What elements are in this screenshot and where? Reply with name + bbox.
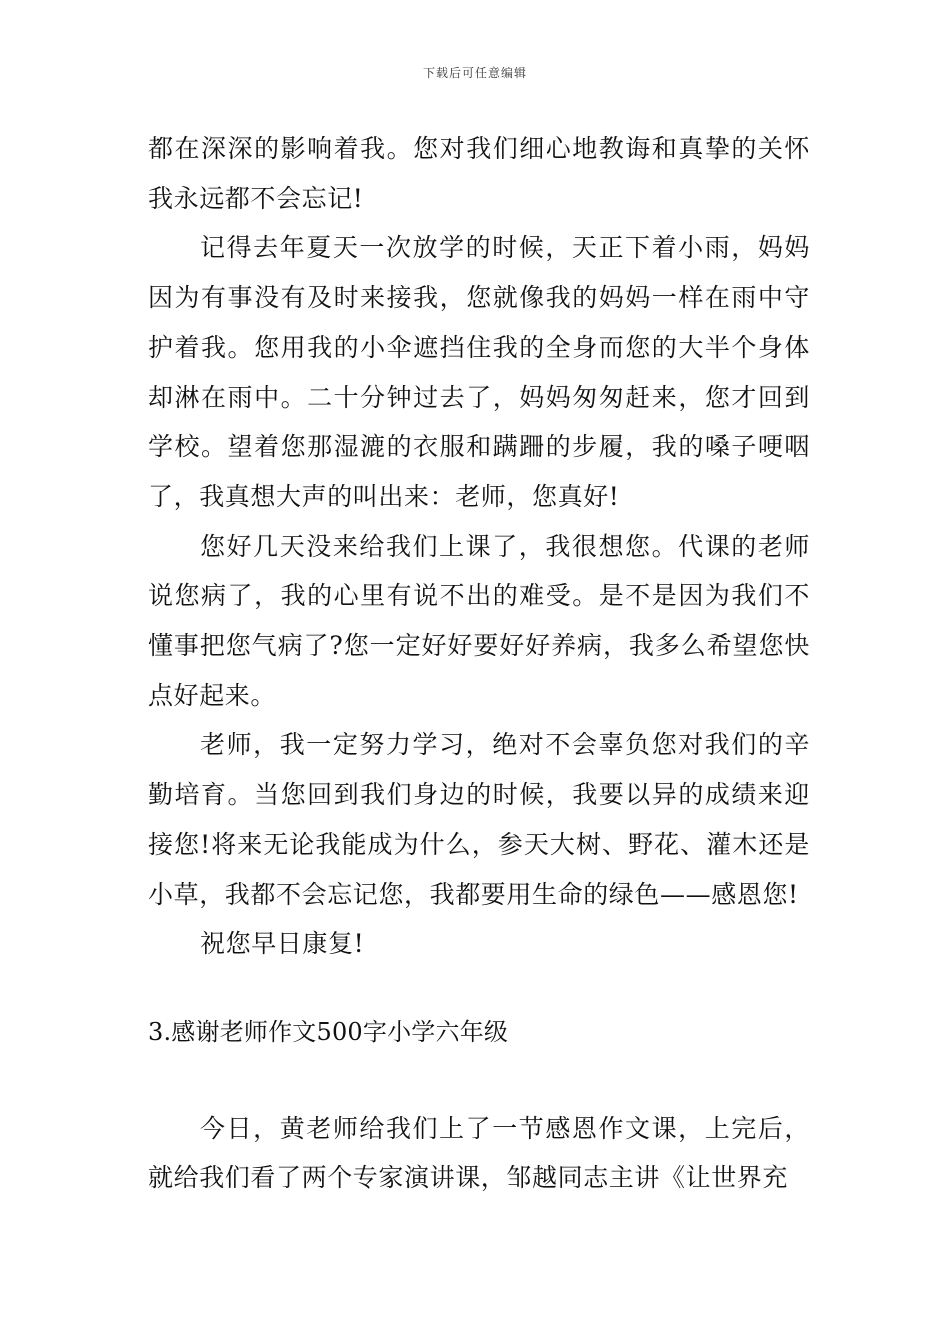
paragraph-wish: 祝您早日康复! [200,929,365,959]
header-note: 下载后可任意编辑 [422,66,527,80]
paragraph-rainy-day: 记得去年夏天一次放学的时候，天正下着小雨，妈妈因为有事没有及时来接我，您就像我的妈妈一样在雨中守护着我。您用我的小伞遮挡住我的全身而您的大半个身体却淋在雨中。二十分钟过去了，妈妈匆匆赶来，您才回到学校。望着您那湿漉的衣服和蹒跚的步履，我的嗓子哽咽了，我真想大声的叫出来：老师，您真好! [148,233,810,511]
section-heading: 3.感谢老师作文500字小学六年级 [148,1017,509,1046]
paragraph-essay-start: 今日，黄老师给我们上了一节感恩作文课，上完后，就给我们看了两个专家演讲课，邹越同志主讲《让世界充 [148,1113,810,1193]
document-body [148,124,810,1203]
paragraph-continuation: 都在深深的影响着我。您对我们细心地教诲和真挚的关怀我永远都不会忘记! [148,134,810,213]
paragraph-teacher-sick: 您好几天没来给我们上课了，我很想您。代课的老师说您病了，我的心里有说不出的难受。是不是因为我们不懂事把您气病了?您一定好好要好好养病，我多么希望您快点好起来。 [148,531,810,710]
paragraph-promise: 老师，我一定努力学习，绝对不会辜负您对我们的辛勤培育。当您回到我们身边的时候，我要以异的成绩来迎接您!将来无论我能成为什么，参天大树、野花、灌木还是小草，我都不会忘记您，我都要用生命的绿色——感恩您! [148,730,810,909]
